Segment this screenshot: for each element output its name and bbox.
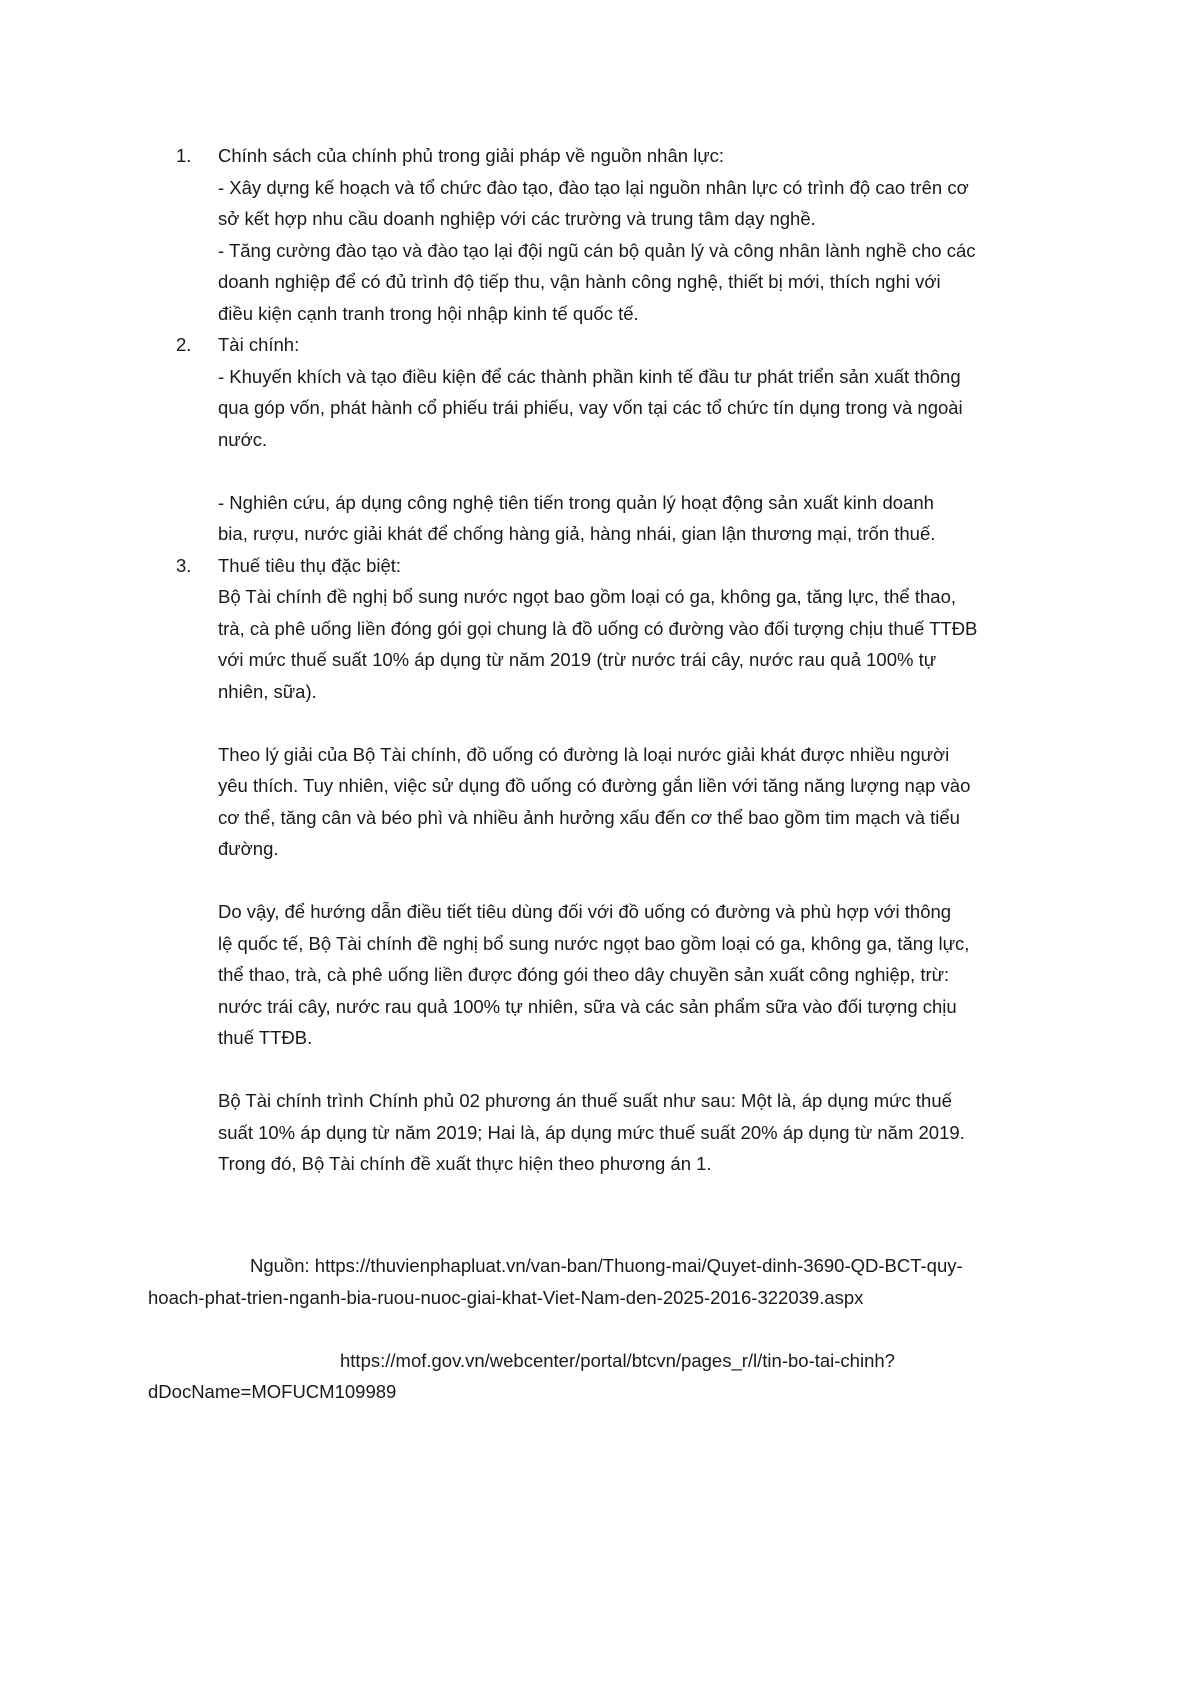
paragraph-line: thuế TTĐB. — [218, 1027, 313, 1048]
paragraph-line: lệ quốc tế, Bộ Tài chính đề nghị bổ sung nước ngọt bao gồm loại có ga, không ga, tăng lực, — [218, 932, 970, 954]
item-heading: Tài chính: — [218, 334, 300, 355]
paragraph-line: Do vậy, để hướng dẫn điều tiết tiêu dùng đối với đồ uống có đường và phù hợp với thông — [218, 901, 952, 922]
numbered-list — [170, 140, 1070, 1180]
paragraph-line: nước trái cây, nước rau quả 100% tự nhiên, sữa và các sản phẩm sữa vào đối tượng chịu — [218, 995, 957, 1017]
paragraph-gap — [148, 1313, 1078, 1345]
paragraph-line: thể thao, trà, cà phê uống liền được đóng gói theo dây chuyền sản xuất công nghiệp, trừ: — [218, 964, 950, 985]
paragraph-line: yêu thích. Tuy nhiên, việc sử dụng đồ uống có đường gắn liền với tăng năng lượng nạp vào — [218, 775, 971, 796]
source-line-4: dDocName=MOFUCM109989 — [148, 1381, 397, 1402]
paragraph-line: Bộ Tài chính trình Chính phủ 02 phương án thuế suất như sau: Một là, áp dụng mức thuế — [218, 1090, 952, 1111]
source-line-2: hoach-phat-trien-nganh-bia-ruou-nuoc-giai-khat-Viet-Nam-den-2025-2016-322039.aspx — [148, 1286, 864, 1308]
list-number: 2. — [176, 334, 192, 355]
paragraph-gap — [218, 707, 1070, 739]
paragraph-line: với mức thuế suất 10% áp dụng từ năm 2019 (trừ nước trái cây, nước rau quả 100% tự — [218, 649, 937, 670]
paragraph-gap — [218, 1054, 1070, 1086]
paragraph-line: doanh nghiệp để có đủ trình độ tiếp thu, vận hành công nghệ, thiết bị mới, thích nghi với — [218, 271, 941, 292]
paragraph-line: Theo lý giải của Bộ Tài chính, đồ uống có đường là loại nước giải khát được nhiều người — [218, 743, 950, 765]
paragraph-line: nước. — [218, 428, 268, 450]
list-number: 1. — [176, 145, 192, 166]
source-line-1: Nguồn: https://thuvienphapluat.vn/van-ban/Thuong-mai/Quyet-dinh-3690-QD-BCT-quy- — [250, 1255, 963, 1276]
paragraph-line: Bộ Tài chính đề nghị bổ sung nước ngọt bao gồm loại có ga, không ga, tăng lực, thể thao, — [218, 586, 957, 607]
sources-block — [148, 1250, 1078, 1408]
paragraph-line: - Tăng cường đào tạo và đào tạo lại đội ngũ cán bộ quản lý và công nhân lành nghề cho các — [218, 239, 976, 261]
paragraph-line: cơ thể, tăng cân và béo phì và nhiều ảnh hưởng xấu đến cơ thể bao gồm tim mạch và tiểu — [218, 806, 960, 828]
source-line-3: https://mof.gov.vn/webcenter/portal/btcvn/pages_r/l/tin-bo-tai-chinh? — [340, 1349, 895, 1371]
paragraph-line: qua góp vốn, phát hành cổ phiếu trái phiếu, vay vốn tại các tổ chức tín dụng trong và ngoài — [218, 397, 963, 418]
list-item-3 — [170, 550, 1070, 1180]
paragraph-line: Trong đó, Bộ Tài chính đề xuất thực hiện theo phương án 1. — [218, 1153, 712, 1174]
paragraph-line: nhiên, sữa). — [218, 680, 317, 702]
paragraph-line: trà, cà phê uống liền đóng gói gọi chung là đồ uống có đường vào đối tượng chịu thuế TTĐB — [218, 617, 978, 639]
paragraph-line: đường. — [218, 838, 279, 859]
paragraph-line: sở kết hợp nhu cầu doanh nghiệp với các trường và trung tâm dạy nghề. — [218, 208, 816, 229]
paragraph-line: điều kiện cạnh tranh trong hội nhập kinh tế quốc tế. — [218, 302, 639, 324]
item-heading: Thuế tiêu thụ đặc biệt: — [218, 554, 402, 576]
list-item-1 — [170, 140, 1070, 329]
paragraph-gap — [218, 865, 1070, 897]
paragraph-line: suất 10% áp dụng từ năm 2019; Hai là, áp dụng mức thuế suất 20% áp dụng từ năm 2019. — [218, 1121, 965, 1143]
list-item-2 — [170, 329, 1070, 550]
paragraph-gap — [218, 455, 1070, 487]
paragraph-line: - Xây dựng kế hoạch và tổ chức đào tạo, đào tạo lại nguồn nhân lực có trình độ cao trên cơ — [218, 176, 969, 198]
paragraph-line: - Khuyến khích và tạo điều kiện để các thành phần kinh tế đầu tư phát triển sản xuất thông — [218, 365, 961, 387]
list-number: 3. — [176, 554, 192, 576]
paragraph-line: - Nghiên cứu, áp dụng công nghệ tiên tiến trong quản lý hoạt động sản xuất kinh doanh — [218, 491, 934, 513]
item-heading: Chính sách của chính phủ trong giải pháp về nguồn nhân lực: — [218, 145, 725, 166]
paragraph-line: bia, rượu, nước giải khát để chống hàng giả, hàng nhái, gian lận thương mại, trốn thuế. — [218, 523, 936, 544]
